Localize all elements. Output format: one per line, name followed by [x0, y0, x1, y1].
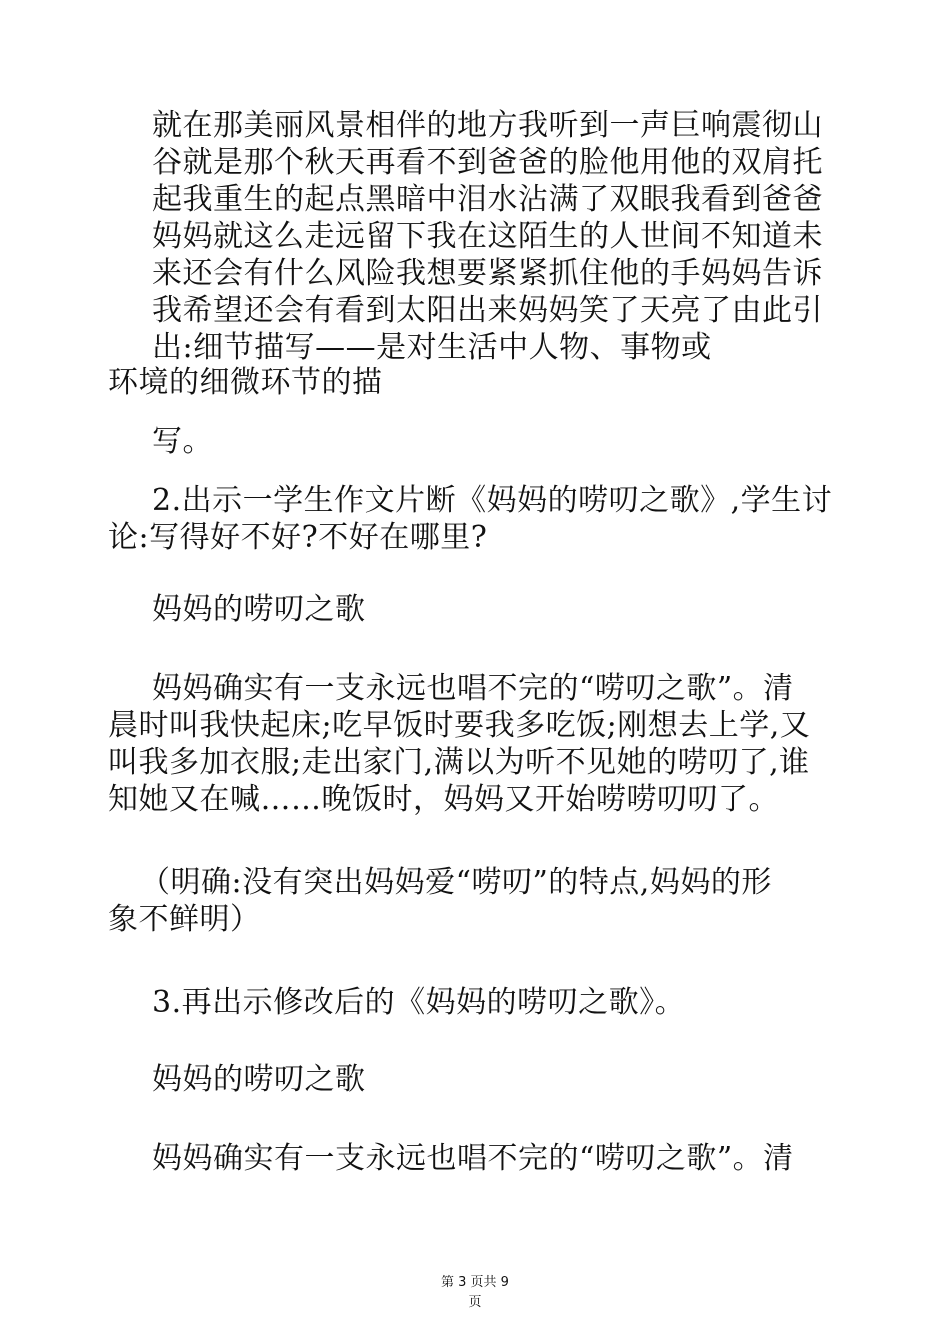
page-number: 第 3 页共 9 — [441, 1275, 509, 1290]
essay-body-line: 叫我多加衣服;走出家门,满以为听不见她的唠叨了,谁 — [108, 745, 810, 780]
paragraph-line: 妈妈就这么走远留下我在这陌生的人世间不知道未 — [152, 219, 823, 254]
paragraph-line: 谷就是那个秋天再看不到爸爸的脸他用他的双肩托 — [152, 145, 823, 180]
paragraph-line: 写。 — [152, 424, 213, 459]
paragraph-line: 来还会有什么风险我想要紧紧抓住他的手妈妈告诉 — [152, 256, 823, 291]
paragraph-line: 出:细节描写——是对生活中人物、事物或 — [152, 330, 712, 365]
item-3-line: 3.再出示修改后的《妈妈的唠叨之歌》。 — [152, 985, 686, 1020]
paragraph-line: 我希望还会有看到太阳出来妈妈笑了天亮了由此引 — [152, 293, 823, 328]
page-number-suffix: 页 — [468, 1295, 482, 1310]
comment-line: 象不鲜明） — [108, 902, 261, 937]
essay-body-line: 知她又在喊……晚饭时，妈妈又开始唠唠叨叨了。 — [108, 782, 779, 817]
item-2-line: 2.出示一学生作文片断《妈妈的唠叨之歌》,学生讨 — [152, 483, 833, 518]
essay-body-line: 晨时叫我快起床;吃早饭时要我多吃饭;刚想去上学,又 — [108, 708, 811, 743]
essay-title: 妈妈的唠叨之歌 — [152, 1062, 366, 1097]
item-2-line: 论:写得好不好?不好在哪里? — [108, 520, 488, 555]
essay-body-line: 妈妈确实有一支永远也唱不完的“唠叨之歌”。清 — [152, 671, 794, 706]
essay-title: 妈妈的唠叨之歌 — [152, 592, 366, 627]
essay-body-line: 妈妈确实有一支永远也唱不完的“唠叨之歌”。清 — [152, 1141, 794, 1176]
comment-line: （明确:没有突出妈妈爱“唠叨”的特点,妈妈的形 — [140, 865, 772, 900]
paragraph-line: 就在那美丽风景相伴的地方我听到一声巨响震彻山 — [152, 108, 823, 143]
paragraph-line: 环境的细微环节的描 — [108, 365, 383, 400]
paragraph-line: 起我重生的起点黑暗中泪水沾满了双眼我看到爸爸 — [152, 182, 823, 217]
